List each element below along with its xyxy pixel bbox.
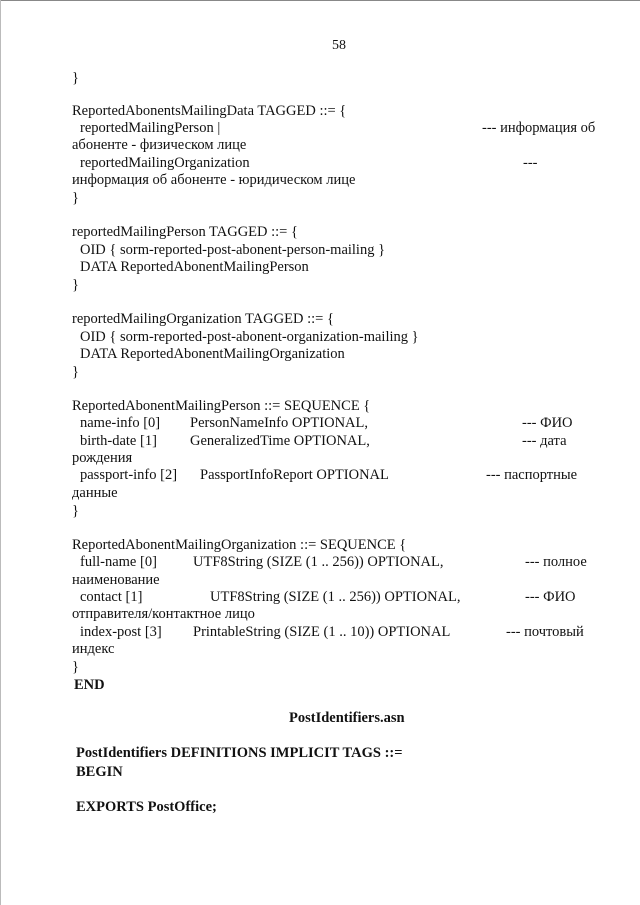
code-line: BEGIN xyxy=(76,764,123,780)
comment: --- паспортные xyxy=(486,467,578,483)
field-type: UTF8String (SIZE (1 .. 256)) OPTIONAL, xyxy=(210,589,461,605)
comment: --- ФИО xyxy=(525,589,576,605)
field-type: UTF8String (SIZE (1 .. 256)) OPTIONAL, xyxy=(193,554,444,570)
code-line: ReportedAbonentsMailingData TAGGED ::= { xyxy=(72,103,347,119)
comment: абоненте - физическом лице xyxy=(72,137,247,153)
comment: отправителя/контактное лицо xyxy=(72,606,255,622)
comment: информация об абоненте - юридическом лице xyxy=(72,172,356,188)
field-type: GeneralizedTime OPTIONAL, xyxy=(190,433,370,449)
scan-edge-top xyxy=(0,0,640,1)
field-type: PrintableString (SIZE (1 .. 10)) OPTIONAL xyxy=(193,624,451,640)
field-name: full-name [0] xyxy=(80,554,157,570)
field-name: contact [1] xyxy=(80,589,143,605)
field-name: birth-date [1] xyxy=(80,433,157,449)
scan-edge-left xyxy=(0,0,1,905)
code-line: OID { sorm-reported-post-abonent-organization-mailing } xyxy=(80,329,419,345)
code-line: } xyxy=(72,277,79,293)
code-line: OID { sorm-reported-post-abonent-person-mailing } xyxy=(80,242,386,258)
page-number: 58 xyxy=(332,38,346,53)
code-line: reportedMailingPerson TAGGED ::= { xyxy=(72,224,298,240)
code-line: } xyxy=(72,364,79,380)
comment: --- почтовый xyxy=(506,624,584,640)
comment: --- полное xyxy=(525,554,587,570)
field-type: PassportInfoReport OPTIONAL xyxy=(200,467,389,483)
comment: --- дата xyxy=(522,433,567,449)
code-line: } xyxy=(72,190,79,206)
comment: наименование xyxy=(72,572,160,588)
code-line: reportedMailingPerson | xyxy=(80,120,221,136)
field-type: PersonNameInfo OPTIONAL, xyxy=(190,415,368,431)
comment: данные xyxy=(72,485,118,501)
code-line: reportedMailingOrganization xyxy=(80,155,250,171)
code-line: } xyxy=(72,503,79,519)
field-name: index-post [3] xyxy=(80,624,162,640)
code-line: } xyxy=(72,659,79,675)
code-line: EXPORTS PostOffice; xyxy=(76,799,217,815)
comment: --- ФИО xyxy=(522,415,573,431)
code-line: ReportedAbonentMailingPerson ::= SEQUENCE { xyxy=(72,398,371,414)
comment: --- информация об xyxy=(482,120,596,136)
comment: индекс xyxy=(72,641,115,657)
code-line: DATA ReportedAbonentMailingPerson xyxy=(80,259,309,275)
section-heading: PostIdentifiers.asn xyxy=(289,710,405,726)
code-line: ReportedAbonentMailingOrganization ::= SEQUENCE { xyxy=(72,537,407,553)
code-line: PostIdentifiers DEFINITIONS IMPLICIT TAGS ::= xyxy=(76,745,403,761)
comment: рождения xyxy=(72,450,133,466)
code-line: } xyxy=(72,70,79,86)
field-name: name-info [0] xyxy=(80,415,161,431)
code-line: END xyxy=(74,677,105,693)
code-line: DATA ReportedAbonentMailingOrganization xyxy=(80,346,345,362)
code-line: reportedMailingOrganization TAGGED ::= { xyxy=(72,311,334,327)
comment: --- xyxy=(523,155,538,171)
field-name: passport-info [2] xyxy=(80,467,178,483)
